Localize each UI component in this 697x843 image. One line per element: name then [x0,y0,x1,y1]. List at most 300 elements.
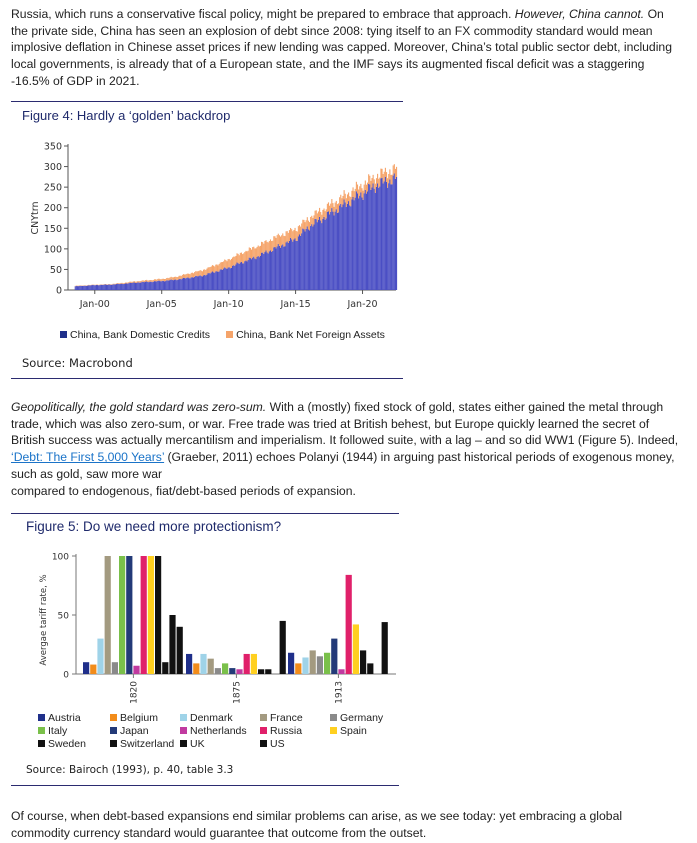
fig4-bar-foreign [352,187,353,196]
fig4-bar-credits [265,250,266,290]
fig5-y-tick-label: 100 [51,552,69,563]
fig4-bar-credits [209,273,210,290]
fig5-legend-item-switzerland [110,738,180,750]
fig4-bar-credits [84,286,85,290]
fig4-bar-foreign [242,254,243,263]
fig4-bar-credits [207,273,208,290]
fig4-bar-credits [254,258,255,290]
fig5-legend-label: US [270,738,285,750]
fig4-bar-credits [120,284,121,290]
fig4-bar-credits [144,282,145,290]
fig4-bar-foreign [168,278,169,280]
fig4-bar-credits [204,275,205,290]
fig4-bar-credits [183,278,184,290]
fig4-bar-foreign [264,241,265,252]
fig4-bar-foreign [155,279,156,281]
fig5-bar-spain [148,556,154,674]
fig4-bar-foreign [361,188,362,197]
fig5-legend-label: Germany [340,712,384,724]
paragraph-2-italic: Geopolitically, the gold standard was zero-sum. [11,400,267,414]
fig4-bar-foreign [317,213,318,222]
fig4-bar-credits [98,285,99,290]
fig4-bar-foreign [216,264,217,271]
fig4-bar-foreign [312,218,313,227]
legend-label-credits: China, Bank Domestic Credits [70,329,211,341]
fig5-bar-austria [83,662,89,674]
fig4-bar-foreign [330,204,331,212]
fig5-legend-item-italy [38,725,110,737]
fig4-bar-credits [123,284,124,290]
legend-swatch-credits [60,331,67,338]
fig4-bar-foreign [360,184,361,193]
fig4-bar-credits [381,178,382,290]
fig4-bar-foreign [383,174,384,183]
fig4-bar-credits [279,246,280,290]
debt-book-link[interactable]: ‘Debt: The First 5,000 Years’ [11,450,165,465]
fig4-bar-credits [319,217,320,290]
fig4-bar-credits [230,268,231,290]
fig4-bar-credits [317,222,318,290]
fig4-bar-credits [274,247,275,290]
fig4-bar-foreign [373,175,374,184]
fig4-bar-credits [350,206,351,290]
fig5-legend-label: Denmark [190,712,233,724]
fig4-bar-foreign [157,279,158,281]
fig4-bar-credits [146,281,147,290]
fig4-bar-foreign [149,280,150,282]
fig5-bar-belgium [90,665,96,674]
fig4-bar-foreign [188,274,189,278]
fig4-bar-credits [104,285,105,290]
fig5-legend-swatch [38,740,45,747]
fig4-bar-foreign [204,269,205,275]
fig5-legend-label: Belgium [120,712,158,724]
fig4-bar-foreign [328,202,329,211]
fig5-legend-item-us [260,738,330,750]
fig4-bar-foreign [212,265,213,271]
fig4-bar-credits [119,284,120,290]
fig4-bar-foreign [358,189,359,198]
fig4-bar-foreign [158,279,159,281]
fig4-bar-credits [159,281,160,290]
fig4-bar-credits [214,273,215,290]
fig5-bar-russia [346,575,352,674]
fig4-bar-credits [96,285,97,290]
fig4-bar-foreign [229,259,230,267]
fig4-bar-foreign [146,280,147,282]
fig4-bar-credits [100,285,101,290]
fig5-bar-us [382,622,388,674]
fig4-bar-foreign [269,241,270,251]
fig5-legend-item-belgium [110,712,180,724]
legend-swatch-foreign [226,331,233,338]
fig4-bar-foreign [302,220,303,229]
fig4-bar-credits [339,206,340,290]
fig5-legend-swatch [110,727,117,734]
fig5-bar-germany [215,668,221,674]
fig4-bar-credits [329,214,330,290]
fig5-legend-item-sweden [38,738,110,750]
fig4-bar-credits [171,279,172,290]
fig4-bar-foreign [163,279,164,281]
fig5-legend-label: Italy [48,725,68,737]
fig4-bar-credits [170,280,171,290]
fig5-legend-swatch [38,727,45,734]
fig4-bar-foreign [259,246,260,257]
fig4-bar-credits [156,281,157,290]
fig4-bar-foreign [196,271,197,276]
fig4-bar-foreign [166,278,167,280]
fig4-bar-foreign [152,280,153,282]
figure-5-top-rule [11,513,399,514]
fig4-bar-foreign [199,271,200,276]
fig4-bar-foreign [386,172,387,182]
fig4-bar-credits [91,285,92,290]
fig4-bar-foreign [368,174,369,183]
fig4-bar-credits [125,283,126,290]
fig4-bar-foreign [249,247,250,257]
fig4-bar-credits [75,286,76,290]
fig4-bar-foreign [134,281,135,282]
fig4-bar-credits [294,238,295,290]
fig4-bar-credits [252,258,253,290]
fig4-bar-credits [289,241,290,290]
fig4-bar-credits [260,256,261,290]
fig4-bar-foreign [192,273,193,278]
fig4-bar-credits [202,276,203,290]
fig4-bar-credits [242,263,243,290]
fig4-bar-foreign [310,217,311,226]
fig4-bar-foreign [301,223,302,233]
fig4-bar-credits [300,236,301,290]
fig4-bar-foreign [225,260,226,268]
fig5-legend-swatch [180,727,187,734]
fig5-y-tick-label: 50 [57,611,69,622]
fig4-bar-credits [182,279,183,290]
fig4-bar-foreign [174,277,175,280]
fig4-bar-foreign [153,280,154,282]
fig4-bar-credits [331,208,332,290]
fig5-legend-label: Austria [48,712,81,724]
fig5-legend-swatch [180,714,187,721]
fig4-bar-credits [168,281,169,290]
fig4-bar-credits [185,278,186,290]
fig4-bar-credits [236,262,237,290]
fig4-bar-credits [291,239,292,290]
fig5-y-axis-label: Avergae tariff rate, % [39,574,49,666]
fig4-bar-foreign [318,211,319,219]
legend-item-credits [60,329,210,341]
fig4-bar-credits [360,192,361,290]
fig4-bar-foreign [115,284,116,285]
fig4-bar-foreign [193,273,194,277]
fig4-bar-foreign [234,257,235,266]
fig4-bar-credits [114,284,115,290]
figure-4-legend [60,329,385,341]
fig4-bar-foreign [223,261,224,268]
fig5-bar-austria [288,653,294,674]
fig5-legend-swatch [260,714,267,721]
fig4-bar-foreign [170,277,171,280]
fig4-bar-foreign [213,266,214,273]
fig4-bar-credits [77,286,78,290]
fig4-bar-credits [165,281,166,290]
fig4-bar-credits [164,281,165,290]
fig4-bar-foreign [238,254,239,263]
fig4-bar-foreign [292,231,293,241]
fig5-legend-swatch [38,714,45,721]
fig4-bar-foreign [184,274,185,278]
fig4-bar-credits [95,285,96,290]
fig4-bar-foreign [161,279,162,281]
fig4-bar-credits [145,282,146,290]
fig5-bar-italy [119,556,125,674]
fig4-bar-credits [283,247,284,290]
fig4-bar-foreign [190,274,191,278]
fig5-bar-switzerland [265,669,271,674]
fig4-bar-foreign [137,281,138,282]
fig4-bar-foreign [147,280,148,282]
fig4-bar-credits [392,184,393,290]
fig4-bar-credits [282,244,283,290]
fig4-bar-foreign [335,203,336,212]
figure-5-legend [38,712,410,750]
fig4-bar-credits [367,191,368,290]
fig4-bar-foreign [200,270,201,275]
fig4-bar-credits [106,285,107,290]
fig4-bar-foreign [346,198,347,207]
fig4-bar-credits [90,285,91,290]
fig4-bar-credits [175,280,176,290]
fig4-bar-foreign [265,240,266,250]
fig4-bar-foreign [327,204,328,212]
fig4-bar-foreign [172,277,173,280]
fig4-bar-credits [89,285,90,290]
fig4-bar-foreign [377,174,378,184]
fig4-bar-foreign [236,253,237,262]
fig4-bar-foreign [364,185,365,194]
fig4-bar-foreign [268,242,269,253]
fig4-bar-foreign [162,279,163,281]
fig4-bar-credits [217,272,218,290]
fig4-bar-credits [375,193,376,290]
fig4-y-axis-label: CNYtrn [30,201,41,235]
fig4-bar-credits [196,276,197,290]
fig4-bar-credits [225,268,226,290]
fig4-bar-foreign [154,279,155,281]
fig4-bar-credits [234,266,235,290]
fig4-bar-foreign [138,281,139,282]
fig4-bar-credits [305,231,306,290]
fig4-bar-credits [203,275,204,290]
fig4-bar-foreign [319,208,320,217]
fig4-bar-credits [387,188,388,290]
fig4-bar-credits [231,268,232,290]
fig4-bar-credits [374,189,375,290]
fig4-bar-foreign [129,282,130,283]
fig4-bar-foreign [388,174,389,183]
fig4-bar-foreign [350,197,351,206]
fig4-bar-credits [128,283,129,290]
fig4-bar-foreign [194,272,195,277]
fig4-bar-foreign [185,274,186,278]
fig4-bar-foreign [326,209,327,218]
fig4-bar-foreign [329,206,330,215]
fig4-bar-credits [101,285,102,290]
fig4-bar-credits [337,213,338,290]
fig4-bar-credits [322,219,323,290]
fig4-bar-credits [288,243,289,290]
fig4-bar-foreign [384,172,385,182]
fig5-x-tick-label: 1875 [232,681,243,704]
fig4-bar-credits [213,272,214,290]
fig4-bar-credits [315,219,316,290]
fig4-bar-credits [78,286,79,290]
fig4-bar-credits [245,261,246,290]
fig4-bar-foreign [177,277,178,280]
fig4-bar-foreign [325,211,326,220]
fig4-bar-credits [341,207,342,290]
fig4-bar-foreign [359,186,360,195]
fig4-bar-foreign [288,233,289,243]
fig4-bar-credits [330,212,331,290]
fig4-bar-foreign [125,283,126,284]
fig4-bar-credits [223,269,224,290]
fig4-bar-credits [344,199,345,290]
fig4-bar-foreign [309,222,310,230]
fig4-bar-credits [133,283,134,290]
fig4-bar-foreign [392,175,393,185]
fig4-bar-credits [262,253,263,290]
fig4-bar-credits [338,212,339,290]
fig4-bar-foreign [112,284,113,285]
fig4-bar-credits [248,260,249,290]
fig4-bar-credits [390,184,391,290]
fig4-bar-credits [83,286,84,290]
fig4-bar-foreign [171,277,172,280]
fig4-bar-foreign [385,168,386,177]
fig4-bar-credits [105,284,106,290]
fig4-bar-foreign [195,271,196,276]
fig4-bar-credits [280,248,281,290]
fig4-bar-credits [244,261,245,290]
fig4-bar-foreign [222,262,223,270]
fig5-legend-label: Sweden [48,738,86,750]
fig4-bar-foreign [284,236,285,246]
fig4-bar-credits [258,256,259,290]
fig4-bar-credits [250,258,251,290]
fig4-bar-foreign [230,260,231,268]
fig4-bar-credits [135,283,136,290]
fig4-bar-foreign [396,167,397,177]
fig4-bar-credits [306,229,307,290]
fig4-bar-credits [158,281,159,290]
fig4-bar-credits [116,284,117,290]
paragraph-2-text-c: compared to endogenous, fiat/debt-based periods of expansion. [11,483,356,498]
fig4-bar-credits [378,188,379,290]
figure-5-source: Source: Bairoch (1993), p. 40, table 3.3 [26,764,234,776]
fig4-bar-credits [255,259,256,290]
fig4-bar-credits [167,280,168,290]
fig4-bar-credits [132,283,133,290]
fig4-bar-credits [176,280,177,290]
fig4-bar-foreign [118,283,119,284]
fig4-y-tick-label: 200 [43,203,62,215]
fig4-bar-credits [187,277,188,290]
fig4-bar-credits [130,283,131,290]
fig4-bar-credits [358,198,359,290]
fig4-bar-credits [228,268,229,290]
fig4-bar-credits [174,280,175,290]
fig4-bar-credits [396,177,397,290]
fig4-bar-foreign [250,248,251,258]
fig4-bar-credits [312,226,313,290]
fig4-bar-credits [376,187,377,290]
fig4-bar-foreign [247,251,248,261]
fig4-bar-credits [257,257,258,290]
fig4-bar-credits [359,196,360,290]
fig4-bar-foreign [263,244,264,254]
fig4-bar-foreign [151,280,152,282]
fig5-legend-swatch [110,740,117,747]
fig4-bar-credits [321,223,322,290]
fig4-bar-foreign [290,228,291,238]
fig4-y-tick-label: 50 [49,264,62,276]
fig4-bar-foreign [253,247,254,257]
fig4-bar-credits [190,278,191,290]
fig4-bar-credits [162,281,163,290]
fig4-bar-credits [259,257,260,290]
fig4-bar-foreign [378,179,379,188]
fig5-bar-austria [186,654,192,674]
fig5-legend-label: UK [190,738,205,750]
fig4-bar-credits [232,266,233,290]
fig5-bar-netherlands [133,666,139,674]
fig4-bar-credits [270,250,271,290]
fig4-bar-foreign [240,253,241,263]
fig4-bar-foreign [127,283,128,284]
fig5-bar-italy [324,653,330,674]
fig4-bar-credits [332,212,333,290]
fig4-bar-foreign [395,169,396,179]
fig4-bar-foreign [342,196,343,204]
fig4-bar-credits [296,241,297,290]
fig4-bar-foreign [254,248,255,258]
fig4-bar-credits [139,283,140,290]
fig4-bar-credits [157,281,158,290]
fig5-bar-denmark [302,657,308,674]
fig5-bar-us [280,621,286,674]
fig4-bar-credits [247,261,248,290]
fig5-bar-denmark [97,639,103,674]
fig4-bar-credits [93,285,94,290]
figure-5-title: Figure 5: Do we need more protectionism? [26,519,282,534]
fig4-bar-credits [122,284,123,290]
fig4-bar-foreign [367,183,368,192]
fig5-bar-netherlands [236,669,242,674]
fig4-bar-foreign [315,211,316,219]
fig4-bar-credits [220,270,221,290]
fig5-bar-france [105,556,111,674]
fig4-bar-foreign [165,279,166,281]
fig4-bar-foreign [267,242,268,253]
fig4-bar-foreign [277,235,278,246]
fig5-bar-netherlands [338,669,344,674]
fig4-bar-credits [352,197,353,290]
fig4-bar-credits [200,275,201,290]
fig4-bar-credits [348,201,349,290]
fig4-bar-credits [193,278,194,290]
